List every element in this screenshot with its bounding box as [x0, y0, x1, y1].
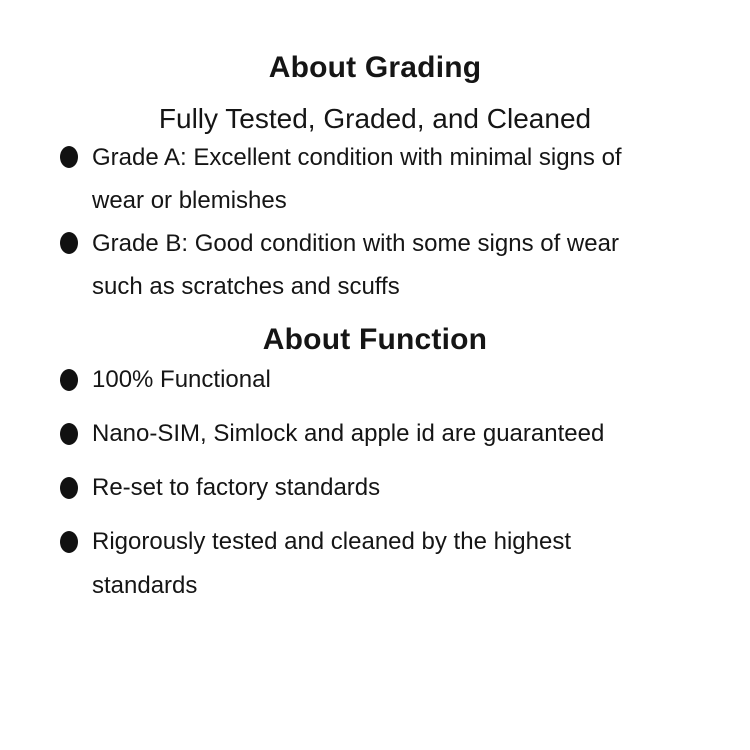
list-item-text: Rigorously tested and cleaned by the highest standards — [92, 528, 571, 599]
bullet-icon — [60, 232, 78, 254]
grading-section-subtitle: Fully Tested, Graded, and Cleaned — [158, 103, 592, 134]
list-item-text: 100% Functional — [92, 366, 271, 393]
bullet-icon — [60, 146, 78, 168]
list-item — [60, 136, 652, 222]
list-item-text: Nano-SIM, Simlock and apple id are guaranteed — [92, 420, 605, 447]
list-item — [60, 358, 652, 402]
list-item-text: Grade A: Excellent condition with minimal signs of wear or blemishes — [92, 144, 622, 214]
bullet-icon — [60, 531, 78, 553]
grading-section-title: About Grading — [268, 51, 482, 84]
bullet-icon — [60, 369, 78, 391]
function-list — [0, 358, 750, 608]
bullet-icon — [60, 477, 78, 499]
grading-list — [0, 136, 750, 308]
list-item — [60, 412, 652, 456]
bullet-icon — [60, 423, 78, 445]
list-item — [60, 222, 652, 308]
function-section-title: About Function — [262, 323, 488, 356]
list-item-text: Re-set to factory standards — [92, 474, 381, 501]
list-item-text: Grade B: Good condition with some signs of wear such as scratches and scuffs — [92, 230, 619, 300]
list-item — [60, 466, 652, 510]
list-item — [60, 520, 652, 608]
